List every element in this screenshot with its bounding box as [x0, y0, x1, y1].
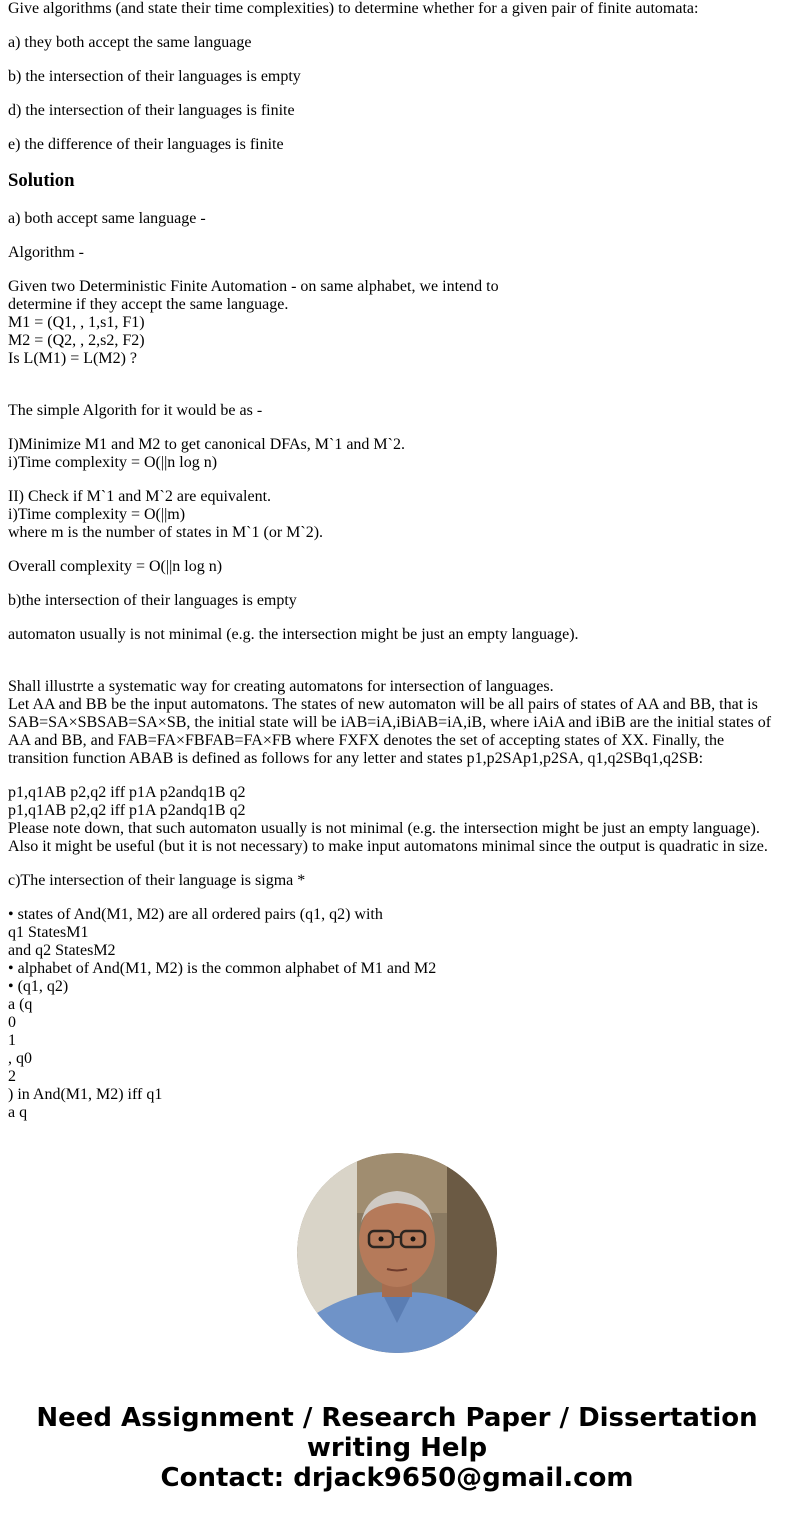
part-c-line: • alphabet of And(M1, M2) is the common alphabet of M1 and M2: [8, 960, 437, 977]
part-c-line: a (q: [8, 996, 33, 1013]
given-line: Is L(M1) = L(M2) ?: [8, 350, 137, 367]
contact-banner: [0, 1403, 794, 1493]
part-b-title: b)the intersection of their languages is empty: [8, 592, 297, 609]
algorithm-label: Algorithm -: [8, 244, 84, 261]
transition-block: [8, 784, 786, 856]
step-1-line: I)Minimize M1 and M2 to get canonical DFAs, M`1 and M`2.: [8, 436, 405, 453]
given-line: M1 = (Q1, , 1,s1, F1): [8, 314, 145, 331]
systematic-block: [8, 678, 786, 768]
overall-complexity: Overall complexity = O(||n log n): [8, 558, 223, 575]
solution-heading: Solution: [8, 170, 75, 191]
part-c-line: 2: [8, 1068, 16, 1085]
banner-contact-email: Contact: drjack9650@gmail.com: [160, 1463, 634, 1493]
transition-line: Please note down, that such automaton usually is not minimal (e.g. the intersection might be just an empty language).: [8, 820, 760, 837]
given-line: Given two Deterministic Finite Automation - on same alphabet, we intend to: [8, 278, 499, 295]
step-2-line: where m is the number of states in M`1 (or M`2).: [8, 524, 324, 541]
given-block: [8, 278, 786, 368]
part-c-line: 0: [8, 1014, 16, 1031]
part-c-line: ) in And(M1, M2) iff q1: [8, 1086, 163, 1103]
question-part-e: e) the difference of their languages is finite: [8, 136, 284, 153]
author-photo: [297, 1153, 497, 1353]
document-content: [8, 0, 786, 1122]
step-2-line: i)Time complexity = O(||m): [8, 506, 186, 523]
part-a-title: a) both accept same language -: [8, 210, 206, 227]
part-b-note: automaton usually is not minimal (e.g. the intersection might be just an empty language).: [8, 626, 579, 643]
question-part-a: a) they both accept the same language: [8, 34, 252, 51]
part-c-line: • states of And(M1, M2) are all ordered pairs (q1, q2) with: [8, 906, 383, 923]
systematic-body: Let AA and BB be the input automatons. The states of new automaton will be all pairs of states of AA and BB, that is SAB=SA×SBSAB=SA×SB, the initial state will be iAB=iA,iBiAB=iA,iB, where iAiA and iBiB are the initial states of AA and BB, and FAB=FA×FBFAB=FA×FB where FXFX denotes the set of accepting states of XX. Finally, the transition function ABAB is defined as follows for any letter and states p1,p2SAp1,p2SA, q1,q2SBq1,q2SB:: [8, 696, 772, 767]
transition-line: p1,q1AB p2,q2 iff p1A p2andq1B q2: [8, 784, 246, 801]
part-c-title: c)The intersection of their language is sigma *: [8, 872, 306, 889]
systematic-intro: Shall illustrte a systematic way for creating automatons for intersection of languages.: [8, 678, 554, 695]
step-1-line: i)Time complexity = O(||n log n): [8, 454, 218, 471]
banner-line-1: Need Assignment / Research Paper / Dissertation: [36, 1403, 758, 1433]
step-1: [8, 436, 786, 472]
banner-line-2: writing Help: [306, 1433, 488, 1463]
spacer: [8, 660, 786, 678]
question-part-d: d) the intersection of their languages is finite: [8, 102, 295, 119]
part-c-line: a q: [8, 1104, 28, 1121]
author-photo-illustration: [297, 1153, 497, 1353]
question-part-b: b) the intersection of their languages is empty: [8, 68, 301, 85]
part-c-line: and q2 StatesM2: [8, 942, 116, 959]
transition-line: Also it might be useful (but it is not necessary) to make input automatons minimal since the output is quadratic in size.: [8, 838, 768, 855]
given-line: M2 = (Q2, , 2,s2, F2): [8, 332, 145, 349]
simple-algorithm: The simple Algorith for it would be as -: [8, 402, 263, 419]
step-2: [8, 488, 786, 542]
spacer: [8, 384, 786, 402]
part-c-line: , q0: [8, 1050, 32, 1067]
part-c-line: • (q1, q2): [8, 978, 69, 995]
question-intro: Give algorithms (and state their time complexities) to determine whether for a given pair of finite automata:: [8, 0, 699, 17]
step-2-line: II) Check if M`1 and M`2 are equivalent.: [8, 488, 272, 505]
part-c-line: 1: [8, 1032, 16, 1049]
given-line: determine if they accept the same language.: [8, 296, 289, 313]
part-c-line: q1 StatesM1: [8, 924, 89, 941]
part-c-block: [8, 906, 786, 1122]
transition-line: p1,q1AB p2,q2 iff p1A p2andq1B q2: [8, 802, 246, 819]
